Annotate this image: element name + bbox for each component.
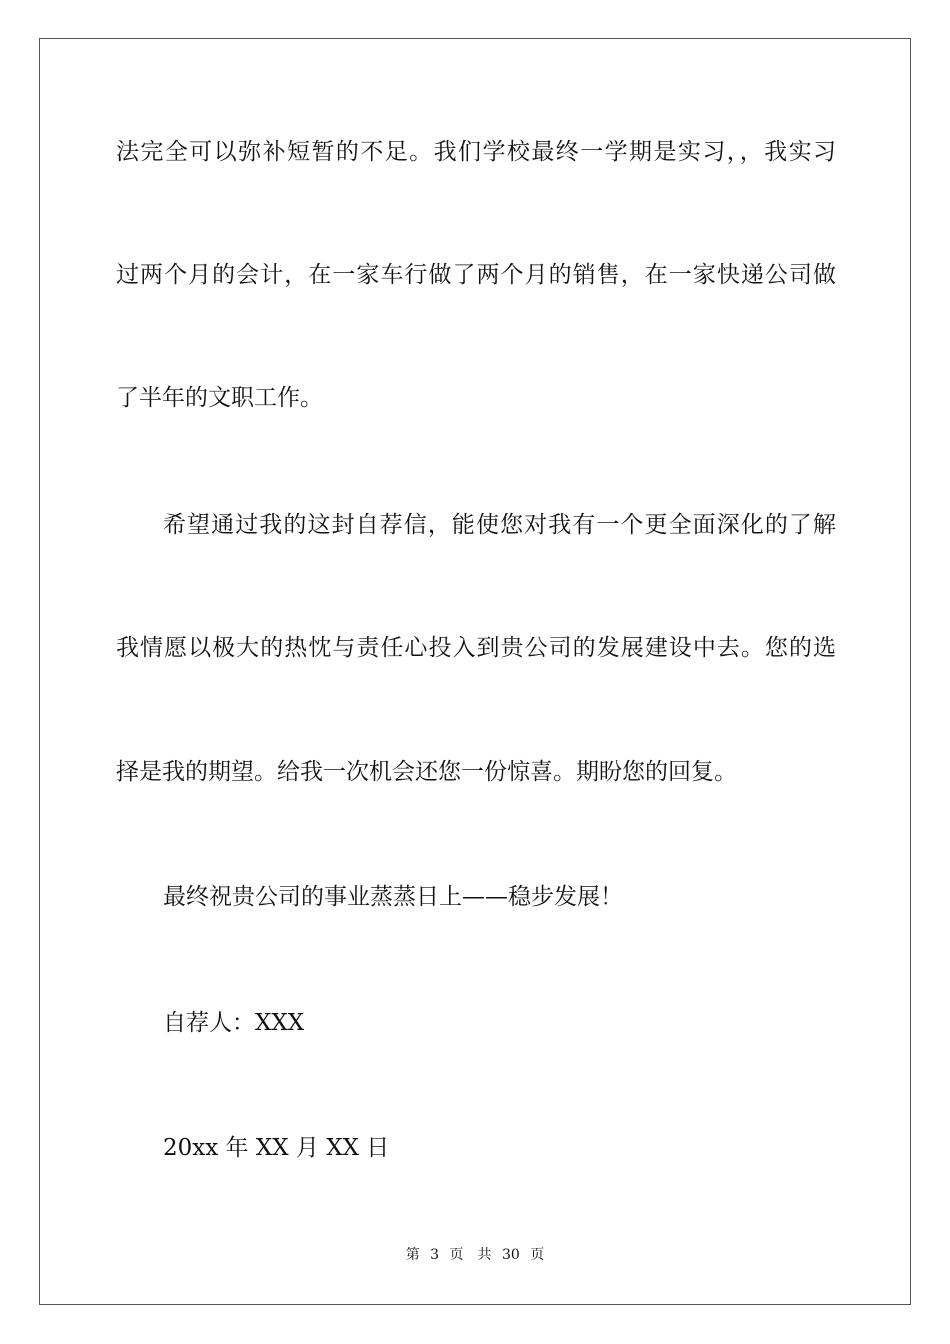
body-line-5: 我情愿以极大的热忱与责任心投入到贵公司的发展建设中去。您的选	[116, 635, 836, 661]
page-border	[39, 38, 911, 1305]
body-line-2: 过两个月的会计，在一家车行做了两个月的销售，在一家快递公司做	[116, 262, 836, 288]
body-line-6: 择是我的期望。给我一次机会还您一份惊喜。期盼您的回复。	[116, 759, 737, 785]
page-number-footer: 第 3 页 共 30 页	[405, 1247, 545, 1263]
closing-wish: 最终祝贵公司的事业蒸蒸日上——稳步发展！	[163, 884, 623, 910]
body-line-1: 法完全可以弥补短暂的不足。我们学校最终一学期是实习，，我实习	[116, 139, 836, 165]
body-line-4: 希望通过我的这封自荐信，能使您对我有一个更全面深化的了解	[163, 512, 836, 538]
signature-line: 自荐人：XXX	[163, 1010, 305, 1036]
body-line-3: 了半年的文职工作。	[116, 385, 323, 411]
date-line: 20xx 年 XX 月 XX 日	[163, 1135, 390, 1161]
